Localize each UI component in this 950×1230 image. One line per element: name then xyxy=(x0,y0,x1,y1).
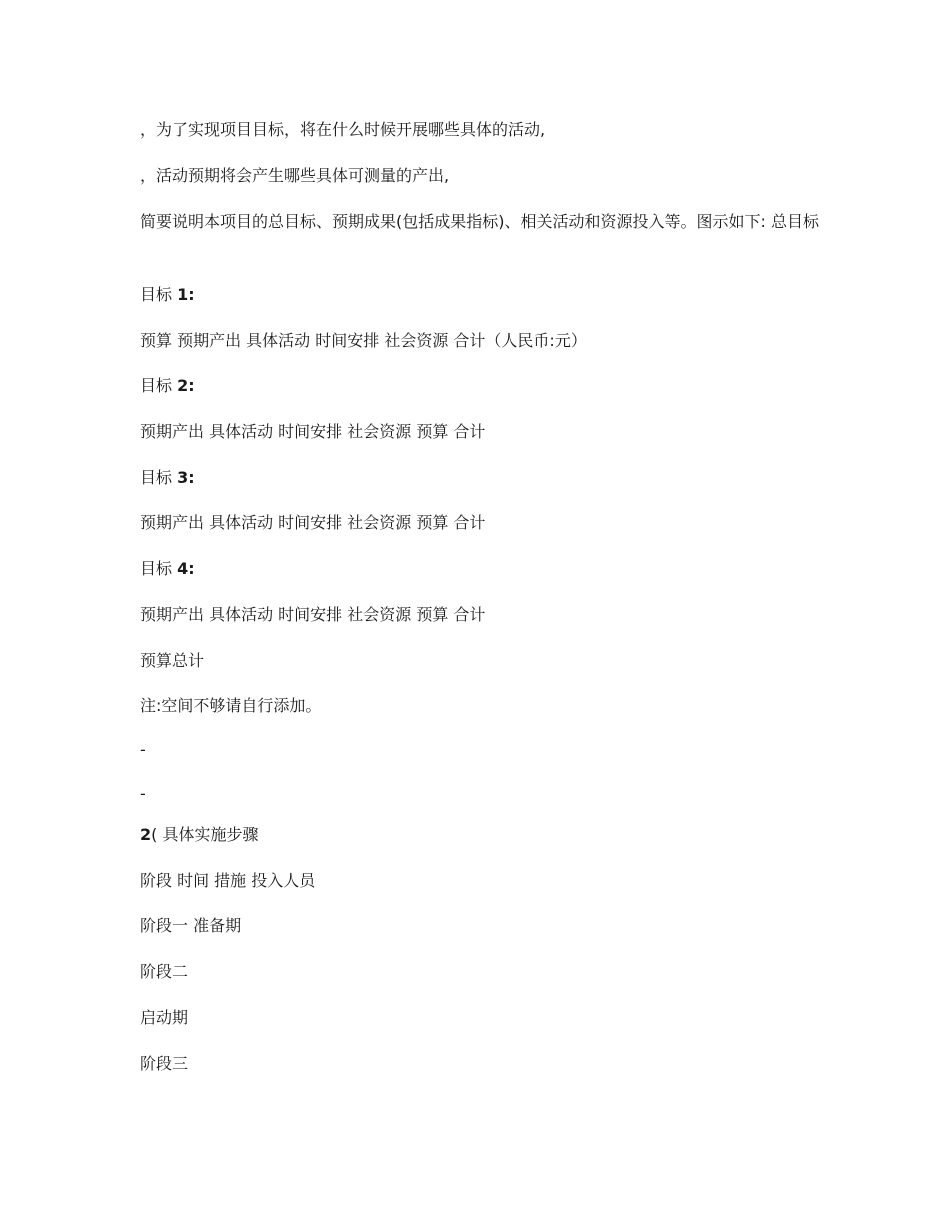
text-line: 阶段二 xyxy=(140,962,189,981)
section-number: 2 xyxy=(140,825,152,844)
text-line: 阶段 时间 措施 投入人员 xyxy=(140,871,316,890)
text-line: - xyxy=(140,740,146,759)
text-line: 预期产出 具体活动 时间安排 社会资源 预算 合计 xyxy=(140,422,486,441)
text-line: ，活动预期将会产生哪些具体可测量的产出, xyxy=(140,166,450,185)
text-line: 阶段三 xyxy=(140,1054,189,1073)
text-line: 启动期 xyxy=(140,1008,189,1027)
text-line: 阶段一 准备期 xyxy=(140,916,242,935)
text-line: ，为了实现项目目标，将在什么时候开展哪些具体的活动, xyxy=(140,120,546,139)
goal-heading xyxy=(140,466,820,489)
text-line: 简要说明本项目的总目标、预期成果(包括成果指标)、相关活动和资源投入等。图示如下: 总目标 xyxy=(140,212,819,231)
goal-label: 目标 xyxy=(140,468,178,487)
goal-heading xyxy=(140,283,820,306)
text-line: 预期产出 具体活动 时间安排 社会资源 预算 合计 xyxy=(140,605,486,624)
goal-number: 2: xyxy=(177,376,195,395)
goal-label: 目标 xyxy=(140,559,178,578)
text-line: 预算 预期产出 具体活动 时间安排 社会资源 合计（人民币:元） xyxy=(140,331,587,350)
goal-number: 3: xyxy=(177,468,195,487)
goal-number: 1: xyxy=(177,285,195,304)
text-line: 预期产出 具体活动 时间安排 社会资源 预算 合计 xyxy=(140,513,486,532)
section-heading xyxy=(140,823,820,846)
goal-heading xyxy=(140,557,820,580)
goal-label: 目标 xyxy=(140,376,178,395)
text-line: 注:空间不够请自行添加。 xyxy=(140,696,322,715)
goal-heading xyxy=(140,374,820,397)
goal-label: 目标 xyxy=(140,285,178,304)
goal-number: 4: xyxy=(177,559,195,578)
text-line: - xyxy=(140,784,146,803)
text-line: 预算总计 xyxy=(140,651,205,670)
section-title: ( 具体实施步骤 xyxy=(151,825,259,844)
